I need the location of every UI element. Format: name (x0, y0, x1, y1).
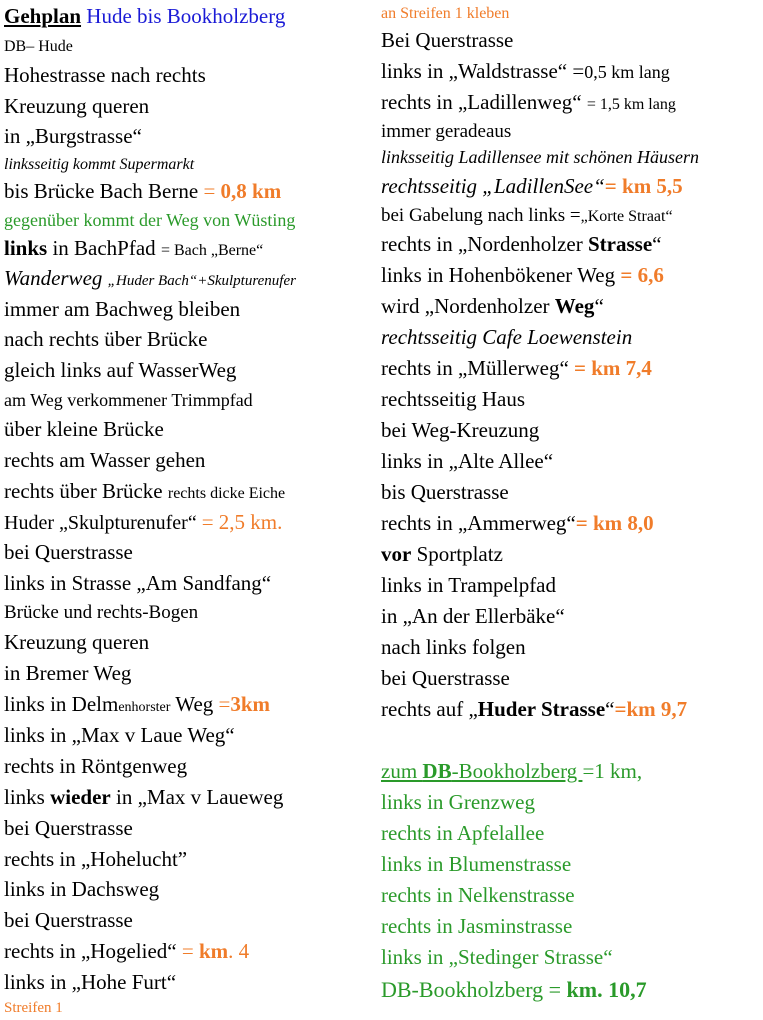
line-direction: rechts in Apfelallee (381, 821, 545, 845)
line-direction: über kleine Brücke (4, 417, 164, 441)
line-direction: bei Querstrasse (381, 666, 510, 690)
line-distance: links in Delmenhorster Weg =3km (4, 692, 271, 716)
line-direction: bei Querstrasse (4, 540, 133, 564)
line-direction: bei Querstrasse (4, 908, 133, 932)
line-distance: rechts auf „Huder Strasse“=km 9,7 (381, 697, 688, 721)
line-direction: links in Trampelpfad (381, 573, 557, 597)
line-direction: in Bremer Weg (4, 661, 132, 685)
line-direction: in „Burgstrasse“ (4, 124, 142, 148)
line-start: DB– Hude (4, 38, 73, 55)
title-route: Hude bis Bookholzberg (86, 4, 286, 28)
line-direction: Brücke und rechts-Bogen (4, 602, 199, 623)
line-direction: links in „Alte Allee“ (381, 449, 554, 473)
line-note: am Weg verkommener Trimmpfad (4, 390, 253, 410)
line-note: Wanderweg „Huder Bach“+Skulpturenufer (4, 266, 296, 290)
line-direction: gleich links auf WasserWeg (4, 358, 237, 382)
line-direction: rechts in Röntgenweg (4, 754, 188, 778)
line-direction: nach rechts über Brücke (4, 327, 208, 351)
extension-heading: zum DB-Bookholzberg =1 km, (381, 759, 643, 783)
line-direction: bei Querstrasse (4, 816, 133, 840)
strip-label: Streifen 1 (4, 1000, 63, 1016)
line-direction: links in Strasse „Am Sandfang“ (4, 571, 272, 595)
line-direction: bis Querstrasse (381, 480, 509, 504)
line-direction: bei Gabelung nach links =„Korte Straat“ (381, 205, 673, 226)
line-distance: rechts in „Ladillenweg“ = 1,5 km lang (381, 90, 676, 114)
line-direction: Kreuzung queren (4, 94, 150, 118)
line-direction: Hohestrasse nach rechts (4, 63, 206, 87)
line-direction: rechts in „Nordenholzer Strasse“ (381, 232, 662, 256)
line-distance: links in Hohenbökener Weg = 6,6 (381, 263, 664, 287)
line-direction: Bei Querstrasse (381, 28, 514, 52)
title-gehplan: Gehplan (4, 4, 82, 28)
line-direction: links in Dachsweg (4, 877, 160, 901)
document-title (4, 6, 285, 27)
line-direction: in „An der Ellerbäke“ (381, 604, 565, 628)
line-note: rechtsseitig Cafe Loewenstein (381, 325, 633, 349)
line-direction: rechts am Wasser gehen (4, 448, 206, 472)
line-distance: rechts in „Ammerweg“= km 8,0 (381, 511, 654, 535)
line-direction: wird „Nordenholzer Weg“ (381, 294, 604, 318)
line-direction: links in Blumenstrasse (381, 852, 572, 876)
strip-note: an Streifen 1 kleben (381, 5, 510, 22)
line-direction: links in „Max v Laue Weg“ (4, 723, 235, 747)
line-distance: rechts in „Hogelied“ = km. 4 (4, 939, 250, 963)
line-direction: rechts über Brücke rechts dicke Eiche (4, 479, 286, 503)
line-direction: rechts in Jasminstrasse (381, 914, 573, 938)
line-direction: links in „Stedinger Strasse“ (381, 945, 613, 969)
line-direction: links in Grenzweg (381, 790, 535, 814)
line-direction: nach links folgen (381, 635, 526, 659)
line-direction: links wieder in „Max v Laueweg (4, 785, 284, 809)
line-distance: DB-Bookholzberg = km. 10,7 (381, 977, 647, 1002)
line-distance: rechts in „Müllerweg“ = km 7,4 (381, 356, 652, 380)
line-direction: rechtsseitig Haus (381, 387, 526, 411)
line-note: linksseitig Ladillensee mit schönen Häusern (381, 147, 699, 167)
line-direction: bei Weg-Kreuzung (381, 418, 540, 442)
line-direction: rechts in Nelkenstrasse (381, 883, 575, 907)
line-distance: rechtsseitig „LadillenSee“= km 5,5 (381, 174, 683, 198)
line-distance: bis Brücke Bach Berne = 0,8 km (4, 179, 282, 203)
line-direction: Kreuzung queren (4, 630, 150, 654)
line-note: linksseitig kommt Supermarkt (4, 156, 195, 173)
line-note: gegenüber kommt der Weg von Wüsting (4, 210, 296, 230)
line-direction: vor Sportplatz (381, 542, 503, 566)
line-direction: rechts in „Hoheluchtˮ (4, 847, 188, 871)
line-distance: Huder „Skulpturenufer“ = 2,5 km. (4, 510, 283, 534)
line-direction: links in BachPfad = Bach „Berne“ (4, 236, 264, 260)
line-direction: immer geradeaus (381, 121, 512, 142)
line-distance: links in „Waldstrasse“ =0,5 km lang (381, 59, 670, 83)
line-direction: immer am Bachweg bleiben (4, 297, 241, 321)
line-direction: links in „Hohe Furt“ (4, 970, 177, 994)
